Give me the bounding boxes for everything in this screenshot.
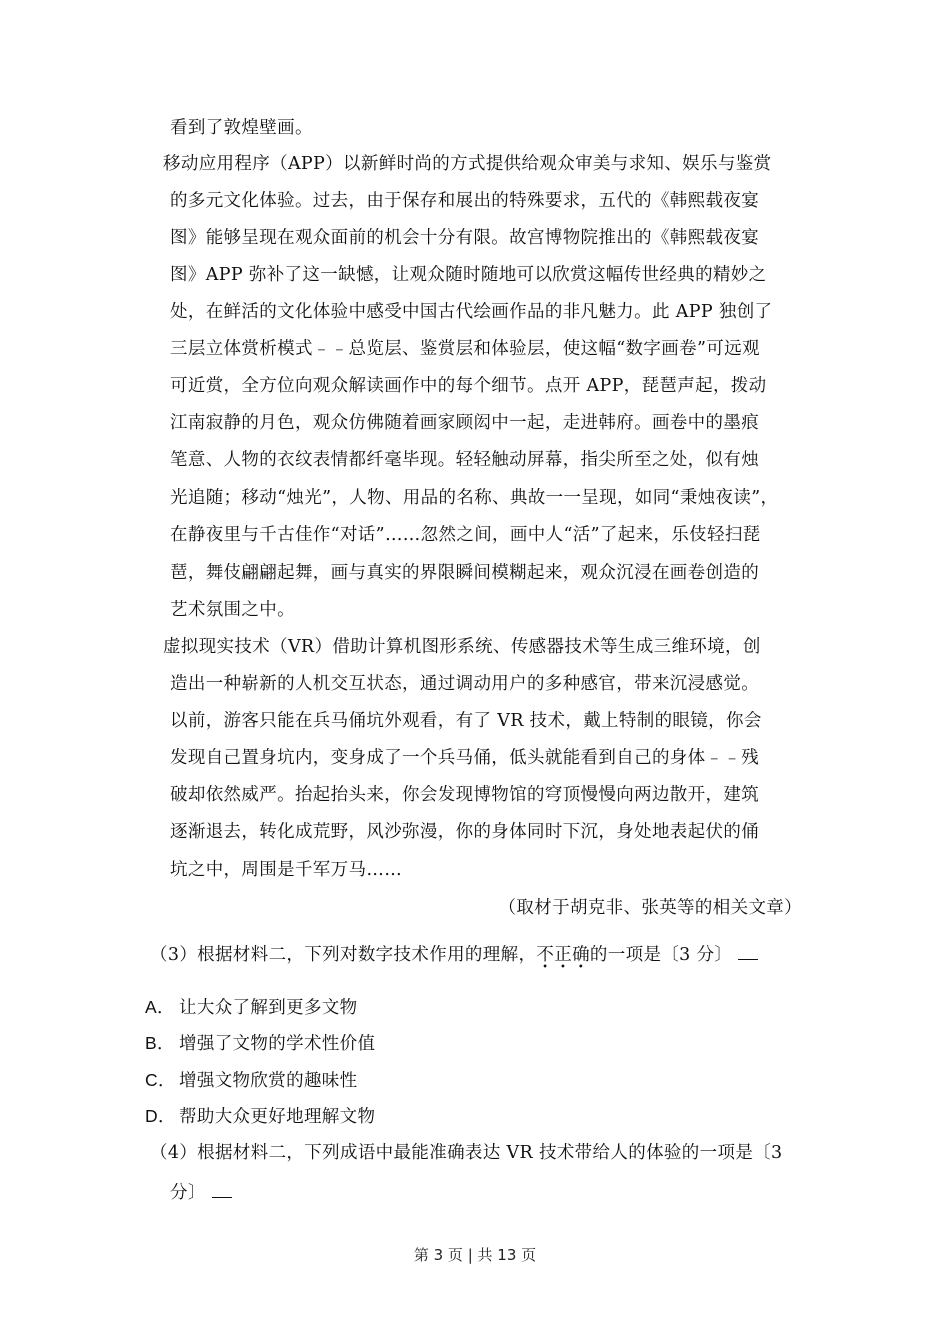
option-text: 增强文物欣赏的趣味性 [179,1071,358,1091]
text-line: 光追随；移动“烛光”，人物、用品的名称、典故一一呈现，如同“秉烛夜读”， [170,488,779,508]
page-footer: 第 3 页 | 共 13 页 [413,1246,537,1264]
text-line: 在静夜里与千古佳作“对话”……忽然之间，画中人“活”了起来，乐伎轻扫琵 [170,525,761,545]
option-label: D． [145,1106,176,1126]
option-text: 帮助大众更好地理解文物 [179,1107,376,1127]
text-line: 三层立体赏析模式﹣﹣总览层、鉴赏层和体验层，使这幅“数字画卷”可远观 [170,339,760,359]
text-line: 坑之中，周围是千军万马…… [170,860,403,880]
option-text: 让大众了解到更多文物 [179,998,358,1018]
text-line: 造出一种崭新的人机交互状态，通过调动用户的多种感官，带来沉浸感觉。 [170,674,760,694]
option-a[interactable] [145,995,358,1020]
text-line: 虚拟现实技术（VR）借助计算机图形系统、传感器技术等生成三维环境，创 [163,637,761,657]
text-line: 江南寂静的月色，观众仿佛随着画家顾闳中一起，走进韩府。画卷中的墨痕 [170,413,760,433]
text-line: 笔意、人物的衣纹表情都纤毫毕现。轻轻触动屏幕，指尖所至之处，似有烛 [170,450,760,470]
question-3-prefix: （3）根据材料二，下列对数字技术作用的理解， [150,945,537,965]
option-label: C． [145,1070,176,1090]
answer-blank[interactable] [212,1180,232,1198]
text-line: 的多元文化体验。过去，由于保存和展出的特殊要求，五代的《韩熙载夜宴 [170,191,760,211]
option-d[interactable] [145,1104,375,1129]
option-label: A． [145,997,175,1017]
question-4-suffix: 分〕 [170,1183,206,1203]
text-line: 移动应用程序（APP）以新鲜时尚的方式提供给观众审美与求知、娱乐与鉴赏 [163,154,772,174]
answer-blank[interactable] [738,942,758,960]
source-citation: （取材于胡克非、张英等的相关文章） [498,898,802,918]
text-line: 图》APP 弥补了这一缺憾，让观众随时随地可以欣赏这幅传世经典的精妙之 [170,265,767,285]
question-3-suffix: 的一项是〔3 分〕 [589,945,733,965]
question-3 [150,942,758,967]
text-line: 艺术氛围之中。 [170,600,295,620]
question-4-line-2 [170,1180,232,1205]
emphasis-char: 不 [536,945,555,965]
text-line: 处，在鲜活的文化体验中感受中国古代绘画作品的非凡魅力。此 APP 独创了 [170,302,773,322]
text-line: 以前，游客只能在兵马俑坑外观看，有了 VR 技术，戴上特制的眼镜，你会 [170,711,762,731]
option-c[interactable] [145,1068,358,1093]
option-b[interactable] [145,1031,375,1056]
text-line: 可近赏，全方位向观众解读画作中的每个细节。点开 APP，琵琶声起，拨动 [170,376,767,396]
question-4-line-1: （4）根据材料二，下列成语中最能准确表达 VR 技术带给人的体验的一项是〔3 [150,1143,783,1163]
text-line: 琶，舞伎翩翩起舞，画与真实的界限瞬间模糊起来，观众沉浸在画卷创造的 [170,563,760,583]
text-line: 逐渐退去，转化成荒野，风沙弥漫，你的身体同时下沉，身处地表起伏的俑 [170,822,760,842]
option-label: B． [145,1033,175,1053]
text-line: 破却依然威严。抬起抬头来，你会发现博物馆的穹顶慢慢向两边散开，建筑 [170,785,760,805]
option-text: 增强了文物的学术性价值 [179,1034,376,1054]
text-line: 发现自己置身坑内，变身成了一个兵马俑，低头就能看到自己的身体﹣﹣残 [170,748,760,768]
text-line: 图》能够呈现在观众面前的机会十分有限。故宫博物院推出的《韩熙载夜宴 [170,228,760,248]
emphasis-char: 正 [554,945,573,965]
emphasis-char: 确 [572,945,590,965]
text-line: 看到了敦煌壁画。 [170,118,313,138]
